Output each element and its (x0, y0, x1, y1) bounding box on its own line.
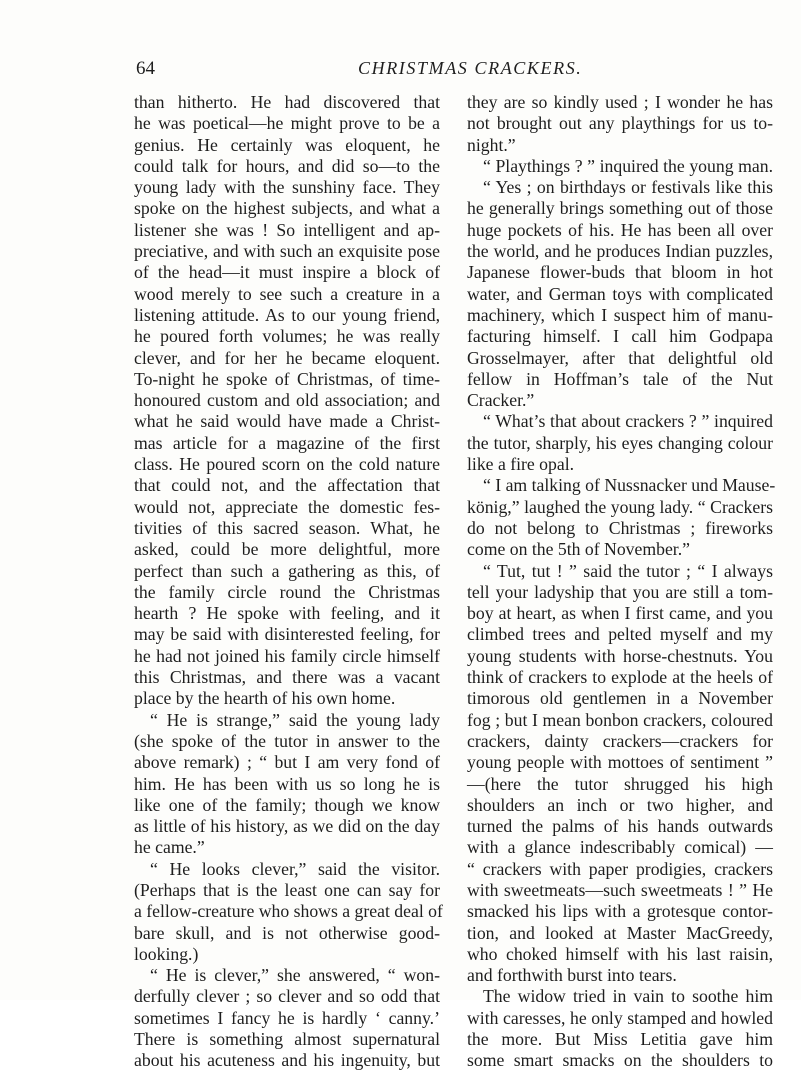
running-title: CHRISTMAS CRACKERS. (358, 58, 583, 78)
text-line: “ What’s that about crackers ? ” inquired (483, 411, 773, 432)
text-line: would not, appreciate the domestic fes- (134, 496, 440, 517)
text-line: tell your ladyship that you are still a tom- (467, 581, 773, 602)
text-line: night.” (467, 134, 516, 155)
text-line: they are so kindly used ; I wonder he has (467, 92, 773, 112)
text-line: as little of his history, as we did on the day (134, 816, 440, 837)
text-line: “ crackers with paper prodigies, crackers (467, 858, 773, 879)
text-line: tivities of this sacred season. What, he (134, 517, 440, 538)
right-text-column (467, 92, 776, 1072)
text-line: like one of the family; though we know (134, 794, 440, 815)
text-line: listening attitude. As to our young friend, (134, 304, 440, 325)
text-line: turned the palms of his hands outwards (467, 816, 773, 837)
text-line: “ Yes ; on birthdays or festivals like this (483, 177, 773, 198)
text-line: tion, and looked at Master MacGreedy, (467, 922, 773, 943)
text-line: young students with horse-chestnuts. You (467, 645, 773, 666)
text-line: with sweetmeats—such sweetmeats ! ” He (467, 879, 773, 900)
text-line: bare skull, and is not otherwise good- (134, 922, 440, 943)
text-line: könig,” laughed the young lady. “ Crackers (467, 496, 773, 517)
text-line: the tutor, sharply, his eyes changing colour (467, 432, 773, 453)
text-line: young people with mottoes of sentiment ” (467, 752, 773, 773)
text-line: fog ; but I mean bonbon crackers, coloured (467, 709, 773, 730)
text-line: come on the 5th of November.” (467, 539, 690, 560)
text-line: what he said would have made a Christ- (134, 411, 440, 432)
text-line: with a glance indescribably comical) — (467, 837, 773, 858)
text-line: of the head—it must inspire a block of (134, 262, 440, 283)
text-line: —(here the tutor shrugged his high (467, 773, 773, 794)
text-line: smacked his lips with a grotesque contor- (467, 901, 773, 922)
text-line: with caresses, he only stamped and howled (467, 1007, 773, 1028)
text-line: may be said with disinterested feeling, for (134, 624, 440, 645)
text-line: the world, and he produces Indian puzzles, (467, 241, 773, 262)
text-line: (she spoke of the tutor in answer to the (134, 730, 440, 751)
text-line: “ I am talking of Nussnacker und Mause- (483, 475, 776, 496)
text-line: “ He is clever,” she answered, “ won- (150, 965, 440, 986)
text-line: “ He is strange,” said the young lady (150, 709, 440, 730)
text-line: fellow in Hoffman’s tale of the Nut (467, 368, 773, 389)
text-line: shoulders an inch or two higher, and (467, 794, 773, 815)
text-line: he came.” (134, 837, 205, 858)
text-line: spoke on the highest subjects, and what a (134, 198, 440, 219)
text-line: preciative, and with such an exquisite pose (134, 241, 440, 262)
text-line: climbed trees and pelted myself and my (467, 624, 773, 645)
left-text-column (134, 92, 443, 1072)
text-line: not brought out any playthings for us to- (467, 113, 773, 134)
text-line: the more. But Miss Letitia gave him (467, 1029, 773, 1050)
text-line: than hitherto. He had discovered that (134, 92, 440, 112)
text-line: hearth ? He spoke with feeling, and it (134, 603, 440, 624)
text-line: water, and German toys with complicated (467, 283, 773, 304)
text-line: he generally brings something out of those (467, 198, 773, 219)
text-line: asked, could be more delightful, more (134, 539, 440, 560)
text-line: genius. He certainly was eloquent, he (134, 134, 440, 155)
text-line: place by the hearth of his own home. (134, 688, 396, 709)
text-line: this Christmas, and there was a vacant (134, 667, 440, 688)
text-line: huge pockets of his. He has been all over (467, 219, 773, 240)
text-line: listener she was ! So intelligent and ap- (134, 219, 440, 240)
text-line: honoured custom and old association; and (134, 390, 440, 411)
text-line: wood merely to see such a creature in a (134, 283, 440, 304)
text-line: mas article for a magazine of the first (134, 432, 440, 453)
text-line: think of crackers to explode at the heels of (467, 667, 773, 688)
text-line: him. He has been with us so long he is (134, 773, 440, 794)
text-line: that could not, and the affectation that (134, 475, 440, 496)
text-line: a fellow-creature who shows a great deal of (134, 901, 443, 922)
page-number: 64 (136, 58, 155, 79)
text-line: perfect than such a gathering as this, of (134, 560, 440, 581)
text-line: young lady with the sunshiny face. They (134, 177, 440, 198)
text-line: who choked himself with his last raisin, (467, 943, 773, 964)
text-line: “ Playthings ? ” inquired the young man. (483, 155, 773, 176)
text-line: could talk for hours, and did so—to the (134, 155, 440, 176)
text-line: crackers, dainty crackers—crackers for (467, 730, 773, 751)
text-line: sometimes I fancy he is hardly ‘ canny.’ (134, 1007, 440, 1028)
text-line: some smart smacks on the shoulders to (467, 1050, 773, 1071)
text-line: he was poetical—he might prove to be a (134, 113, 440, 134)
text-line: Cracker.” (467, 390, 535, 411)
text-line: There is something almost supernatural (134, 1029, 440, 1050)
text-line: looking.) (134, 943, 199, 964)
text-line: Japanese flower-buds that bloom in hot (467, 262, 773, 283)
page-header (0, 58, 801, 82)
text-line: about his acuteness and his ingenuity, but (134, 1050, 440, 1071)
text-line: timorous old gentlemen in a November (467, 688, 773, 709)
text-line: (Perhaps that is the least one can say for (134, 879, 440, 900)
text-line: and forthwith burst into tears. (467, 965, 677, 986)
text-line: derfully clever ; so clever and so odd that (134, 986, 440, 1007)
text-line: To-night he spoke of Christmas, of time- (134, 368, 440, 389)
text-line: clever, and for her he became eloquent. (134, 347, 440, 368)
text-line: above remark) ; “ but I am very fond of (134, 752, 440, 773)
text-line: class. He poured scorn on the cold nature (134, 454, 440, 475)
text-line: like a fire opal. (467, 454, 575, 475)
text-line: “ He looks clever,” said the visitor. (150, 858, 440, 879)
text-line: Grosselmayer, after that delightful old (467, 347, 773, 368)
text-line: boy at heart, as when I first came, and you (467, 603, 773, 624)
text-line: The widow tried in vain to soothe him (483, 986, 773, 1007)
text-line: he poured forth volumes; he was really (134, 326, 440, 347)
text-line: “ Tut, tut ! ” said the tutor ; “ I always (483, 560, 773, 581)
text-line: he had not joined his family circle himself (134, 645, 440, 666)
text-line: machinery, which I suspect him of manu- (467, 304, 773, 325)
text-line: do not belong to Christmas ; fireworks (467, 517, 773, 538)
text-line: facturing himself. I call him Godpapa (467, 326, 773, 347)
text-line: the family circle round the Christmas (134, 581, 440, 602)
